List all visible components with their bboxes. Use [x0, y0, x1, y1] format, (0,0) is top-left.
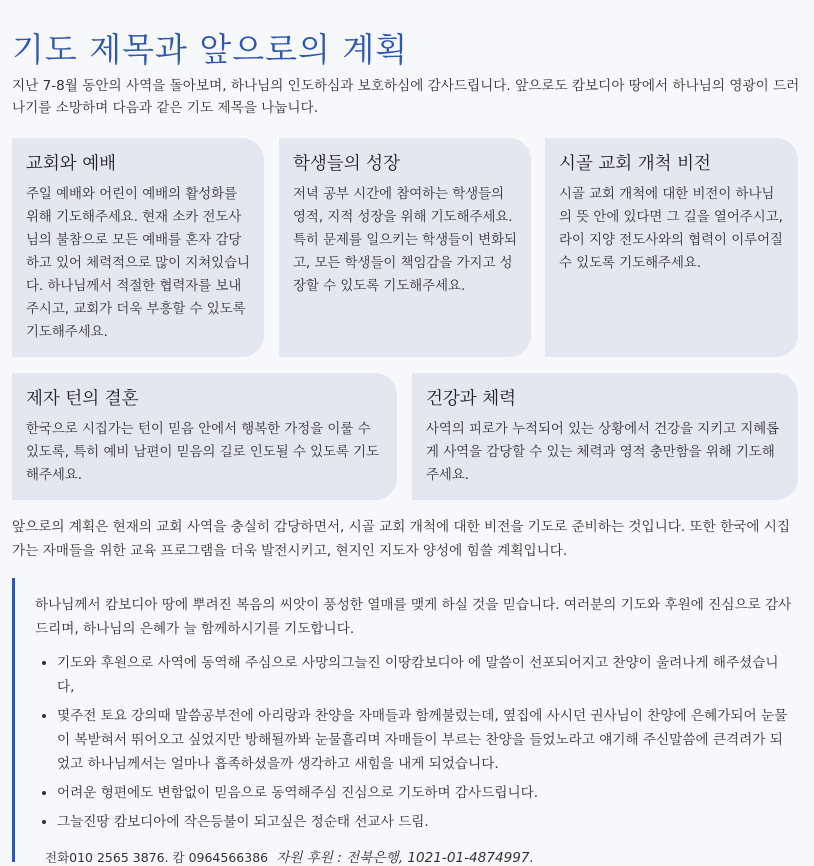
list-item: • 그늘진땅 캄보디아에 작은등불이 되고싶은 정순태 선교사 드림.	[57, 810, 794, 834]
card-body: 주일 예배와 어린이 예배의 활성화를 위해 기도해주세요. 현재 소카 전도사님의 불참으로 모든 예배를 혼자 감당하고 있어 체력적으로 많이 지쳐있습니다. 하나님께서 적절한 협력자를 보내주시고, 교회가 더욱 부흥할 수 있도록 기도해주세요.	[26, 187, 250, 340]
list-item: • 어려운 형편에도 변함없이 믿음으로 동역해주심 진심으로 기도하며 감사드립니다.	[57, 781, 794, 805]
contact-phone: 전화010 2565 3876. 캄 0964566386	[45, 850, 269, 865]
closing-list	[35, 651, 794, 834]
list-item: • 기도와 후원으로 사역에 동역해 주심으로 사망의그늘진 이땅캄보디아 에 말씀이 선포되어지고 찬양이 울려나게 해주셨습니다,	[57, 651, 794, 699]
card-heading: 학생들의 성장	[293, 154, 400, 174]
card-body: 시골 교회 개척에 대한 비전이 하나님의 뜻 안에 있다면 그 길을 열어주시고, 라이 지양 전도사와의 협력이 이루어질 수 있도록 기도해주세요.	[559, 187, 783, 271]
closing-blockquote	[12, 578, 802, 866]
prayer-card-church	[12, 138, 264, 357]
card-heading: 제자 턴의 결혼	[26, 389, 139, 409]
intro-paragraph: 지난 7-8월 동안의 사역을 돌아보며, 하나님의 인도하심과 보호하심에 감사드립니다. 앞으로도 캄보디아 땅에서 하나님의 영광이 드러나기를 소망하며 다음과 같은 기도 제목을 나눕니다.	[12, 78, 800, 116]
prayer-card-rural-church	[545, 138, 798, 357]
card-body: 저녁 공부 시간에 참여하는 학생들의 영적, 지적 성장을 위해 기도해주세요. 특히 문제를 일으키는 학생들이 변화되고, 모든 학생들이 책임감을 가지고 성장할 수 있도록 기도해주세요.	[293, 187, 517, 294]
support-account: 자원 후원 : 전북은행, 1021-01-4874997.	[276, 850, 534, 866]
prayer-card-health	[412, 373, 798, 500]
card-heading: 건강과 체력	[426, 389, 517, 409]
quote-text: 하나님께서 캄보디아 땅에 뿌려진 복음의 씨앗이 풍성한 열매를 맺게 하실 것을 믿습니다. 여러분의 기도와 후원에 진심으로 감사드리며, 하나님의 은혜가 늘 함께하시기를 기도합니다.	[35, 597, 792, 637]
contact-line	[35, 846, 794, 866]
plan-paragraph: 앞으로의 계획은 현재의 교회 사역을 충실히 감당하면서, 시골 교회 개척에 대한 비전을 기도로 준비하는 것입니다. 또한 한국에 시집가는 자매들을 위한 교육 프로그램을 더욱 발전시키고, 현지인 지도자 양성에 힘쓸 계획입니다.	[12, 519, 791, 559]
page-title: 기도 제목과 앞으로의 계획	[12, 30, 409, 70]
list-item: • 몇주전 토요 강의때 말씀공부전에 아리랑과 찬양을 자매들과 함께불렀는데, 옆집에 사시던 권사님이 찬양에 은혜가되어 눈물이 복받혀서 뛰어오고 싶었지만 방해될까봐 눈물흘리며 자매들이 부르는 찬양을 들었노라고 얘기해 주신말씀에 큰격려가 되었고 하나님께서는 얼마나 흡족하셨을까 생각하고 새힘을 내게 되었습니다.	[57, 704, 794, 776]
prayer-card-marriage	[12, 373, 397, 500]
card-body: 한국으로 시집가는 턴이 믿음 안에서 행복한 가정을 이룰 수 있도록, 특히 예비 남편이 믿음의 길로 인도될 수 있도록 기도해주세요.	[26, 422, 380, 483]
card-heading: 교회와 예배	[26, 154, 117, 174]
card-body: 사역의 피로가 누적되어 있는 상황에서 건강을 지키고 지혜롭게 사역을 감당할 수 있는 체력과 영적 충만함을 위해 기도해주세요.	[426, 422, 780, 483]
prayer-card-students	[279, 138, 531, 357]
card-heading: 시골 교회 개척 비전	[559, 154, 711, 174]
